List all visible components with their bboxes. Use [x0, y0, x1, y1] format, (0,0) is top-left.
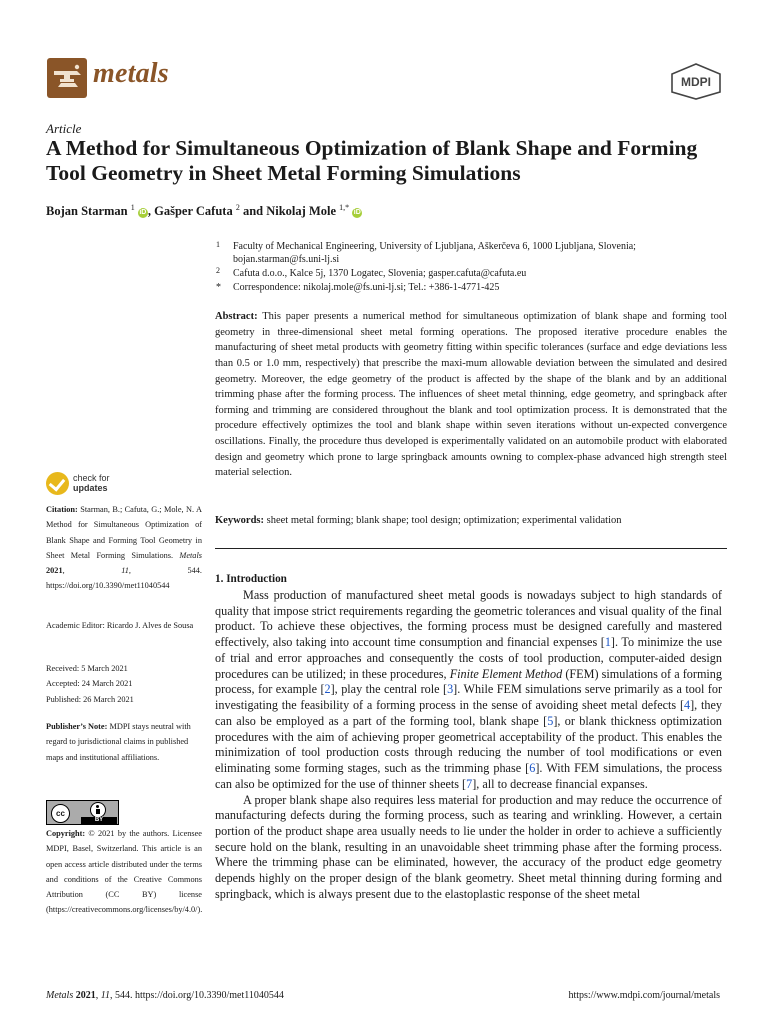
mdpi-logo-icon — [668, 62, 724, 100]
paragraph-text: ]. With FEM simulations, the process can also be optimized for the use of thinner sheets [ — [215, 761, 723, 791]
orcid-icon[interactable]: iD — [139, 209, 147, 217]
abstract-label: Abstract: — [215, 311, 258, 322]
keywords-text: sheet metal forming; blank shape; tool design; optimization; experimental validation — [266, 515, 622, 526]
attribution-person-icon — [90, 802, 106, 818]
article-type: Article — [46, 121, 82, 136]
section-divider — [215, 548, 727, 549]
author-affiliation-marker: 1,* — [339, 203, 350, 212]
affiliation-number: 2 — [216, 266, 220, 275]
reference-link[interactable]: 3 — [447, 682, 454, 697]
section-heading: 1. Introduction — [215, 573, 287, 585]
paragraph-text: Mass production of manufactured sheet metal goods is nowadays subject to high standards of quality that impose strict requirements regarding the geometric tolerances and visual quality of the final product. To achieve these objectives, the forming process must be designed carefully and mastered effectively, also taking into account time consumption and financial expenses [ — [215, 588, 722, 650]
author-affiliation-marker: 2 — [235, 203, 240, 212]
reference-link[interactable]: 5 — [547, 713, 554, 728]
paragraph-text: ]. To minimize the use of trial and error approaches and consequently the costs of tool production, computer-aided design procedures can be utilized; in these procedures, — [215, 635, 722, 681]
abstract — [215, 309, 727, 481]
footer-citation: Metals 2021, 11, 544. https://doi.org/10.3390/met11040544 — [46, 990, 284, 1001]
correspondence-marker: * — [216, 282, 221, 293]
body-paragraph: A proper blank shape also requires less material for production and may reduce the occurrence of manufacturing defects during the forming process, such as tearing and wrinkling. However, a certain portion of the product shape area usually needs to lie under the holder in order to achieve a sufficiently secure hold on the blank, resulting in an unavoidable sheet trimming phase after the forming process. Where the trimming phase can be eliminated, however, the accuracy of the product edge geometry depends highly on the proper design of the blank geometry. Sheet metal thinning during forming and springback, which is always present due to the elastoplastic response of the sheet metal — [215, 792, 722, 901]
reference-link[interactable]: 1 — [604, 635, 611, 650]
emphasized-term: Finite Element Method — [449, 666, 563, 681]
affiliation-text: Faculty of Mechanical Engineering, University of Ljubljana, Aškerčeva 6, 1000 Ljubljana, Slovenia; — [233, 241, 636, 252]
paragraph-text: ], play the central role [ — [330, 682, 448, 697]
affiliation-number: 1 — [216, 240, 220, 249]
affiliation-text: Cafuta d.o.o., Kalce 5j, 1370 Logatec, Slovenia; gasper.cafuta@cafuta.eu — [233, 268, 527, 279]
citation-doi-link[interactable]: , 544. https://doi.org/10.3390/met11040544 — [46, 566, 202, 591]
journal-name: metals — [93, 58, 169, 89]
check-updates-icon — [46, 472, 69, 495]
abstract-text: This paper presents a numerical method for simultaneous optimization of blank shape and forming tool geometry in three-dimensional sheet metal forming operations. The proposed iterative procedure enables the manufacturing of sheet metal products with geometry fitting within specific tolerances (surface and edge deviations less than 0.5 or 1.0 mm, respectively) that prescribe the maxi-mum allowable deviation between the simulated and desired geometry. Moreover, the edge geometry of the product is affected by the shape of the blank and by an additional trimming phase after the forming process. The influences of sheet metal thinning, edge geometry, and springback after forming and trimming are considered throughout the blank and tool optimization process. It is demonstrated that the procedure effectively optimizes the tool and blank shape within seven iterations without un-expected convergence oscillations. Finally, the procedure thus developed is experimentally validated on an automobile product with elaborated design and geometry which prone to large springback amounts owning to complex-phase advanced high strength steel material selection. — [215, 311, 728, 479]
author-name[interactable]: Gašper Cafuta — [154, 204, 233, 219]
reference-link[interactable]: 2 — [324, 682, 331, 697]
academic-editor: Academic Editor: Ricardo J. Alves de Sousa — [46, 621, 194, 630]
author-name[interactable]: Nikolaj Mole — [266, 204, 337, 219]
publisher-note: Publisher’s Note: MDPI stays neutral with regard to jurisdictional claims in published maps and institutional affiliations. — [46, 722, 191, 762]
published-date: Published: 26 March 2021 — [46, 694, 134, 704]
body-text — [215, 588, 722, 903]
reference-link[interactable]: 6 — [529, 761, 536, 776]
author-affiliation-marker: 1 — [130, 203, 135, 212]
reference-link[interactable]: 4 — [684, 698, 691, 713]
paragraph-text: (FEM) simulations of a forming process, for example [ — [215, 666, 722, 697]
cc-by-license-badge[interactable] — [46, 800, 119, 825]
copyright-notice: Copyright: © 2021 by the authors. Licensee MDPI, Basel, Switzerland. This article is an open access article distributed under the terms and conditions of the Creative Commons Attribution (CC BY) license (https://creativecommons.org/licenses/by/4.0/). — [46, 829, 203, 915]
reference-link[interactable]: 7 — [466, 776, 473, 791]
paragraph-text: ], they can also be employed as a part of the forming tool, blank shape [ — [215, 698, 723, 728]
footer-doi-link[interactable]: , 544. https://doi.org/10.3390/met11040544 — [109, 990, 284, 1001]
paragraph-text: ]. While FEM simulations serve primarily as a tool for investigating the feasibility of a forming process in the sense of avoiding sheet metal defects [ — [215, 682, 722, 713]
received-date: Received: 5 March 2021 — [46, 664, 128, 673]
keywords-label: Keywords: — [215, 515, 264, 526]
publisher-name: MDPI — [681, 75, 711, 89]
affiliation-email[interactable]: bojan.starman@fs.uni-lj.si — [233, 254, 340, 265]
publication-dates — [46, 661, 202, 707]
check-for-updates-button[interactable]: check for updates — [46, 472, 166, 496]
citation-block: Citation: Starman, B.; Cafuta, G.; Mole, N. A Method for Simultaneous Optimization of Blank Shape and Forming Tool Geometry in Sheet Metal Forming Simulations. Metals 2021, 11, 544. https://doi.org/10.3390/met11040544 — [46, 505, 202, 591]
paragraph-text: ], all to decrease financial expanses. — [472, 776, 648, 791]
orcid-icon[interactable]: iD — [353, 209, 361, 217]
correspondence-text: Correspondence: nikolaj.mole@fs.uni-lj.si; Tel.: +386-1-4771-425 — [233, 282, 500, 293]
body-paragraph — [215, 588, 722, 793]
creative-commons-icon: cc — [51, 804, 70, 823]
author-list: Bojan Starman $^1$ iD , Gašper Cafuta $^2$ and Nikolaj Mole $^{1,*}$ iD — [46, 203, 361, 219]
keywords — [215, 514, 727, 528]
article-title: A Method for Simultaneous Optimization of Blank Shape and Forming Tool Geometry in Sheet Metal Forming Simulations — [46, 136, 698, 185]
by-label: BY — [81, 817, 117, 824]
paragraph-text: ], or blank thickness optimization procedures with the aim of achieving proper geometrical acceptability of the product. This enables the minimization of tool production costs through reducing the number of tool modifications or even eliminating some forming stages, such as the trimming phase [ — [215, 713, 723, 776]
metals-logo-icon — [47, 58, 87, 98]
accepted-date: Accepted: 24 March 2021 — [46, 679, 133, 689]
author-name[interactable]: Bojan Starman — [46, 204, 128, 219]
footer-journal-url[interactable]: https://www.mdpi.com/journal/metals — [568, 990, 720, 1001]
